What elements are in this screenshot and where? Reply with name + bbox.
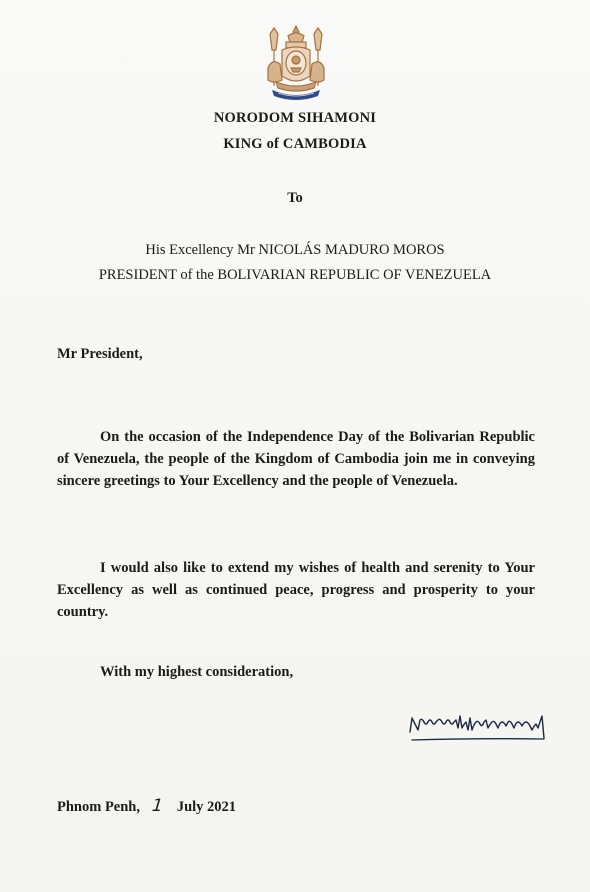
royal-crest-icon <box>262 24 330 102</box>
addressee-name: NICOLÁS MADURO MOROS <box>258 242 445 258</box>
addressee-line-2: PRESIDENT of the BOLIVARIAN REPUBLIC OF VENEZUELA <box>98 267 492 283</box>
date-day-handwritten: 1 <box>150 796 164 816</box>
handwritten-signature <box>404 708 560 748</box>
closing-line: With my highest consideration, <box>100 664 294 680</box>
sender-name: NORODOM SIHAMONI <box>213 110 377 126</box>
addressee-honorific: His Excellency Mr <box>145 242 259 258</box>
body-paragraph-2: I would also like to extend my wishes of health and serenity to Your Excellency as well as continued peace, progress and prosperity to your country. <box>57 560 535 620</box>
place: Phnom Penh, <box>57 799 140 815</box>
to-label: To <box>287 190 303 206</box>
date-month-year: July 2021 <box>176 799 237 815</box>
addressee-line-1 <box>0 242 590 259</box>
salutation: Mr President, <box>57 346 143 362</box>
body-paragraph-1: On the occasion of the Independence Day of the Bolivarian Republic of Venezuela, the people of the Kingdom of Cambodia join me in conveying sincere greetings to Your Excellency and the people of Venezuela. <box>57 429 535 489</box>
sender-title: KING of CAMBODIA <box>223 136 367 152</box>
date-line <box>57 796 236 816</box>
